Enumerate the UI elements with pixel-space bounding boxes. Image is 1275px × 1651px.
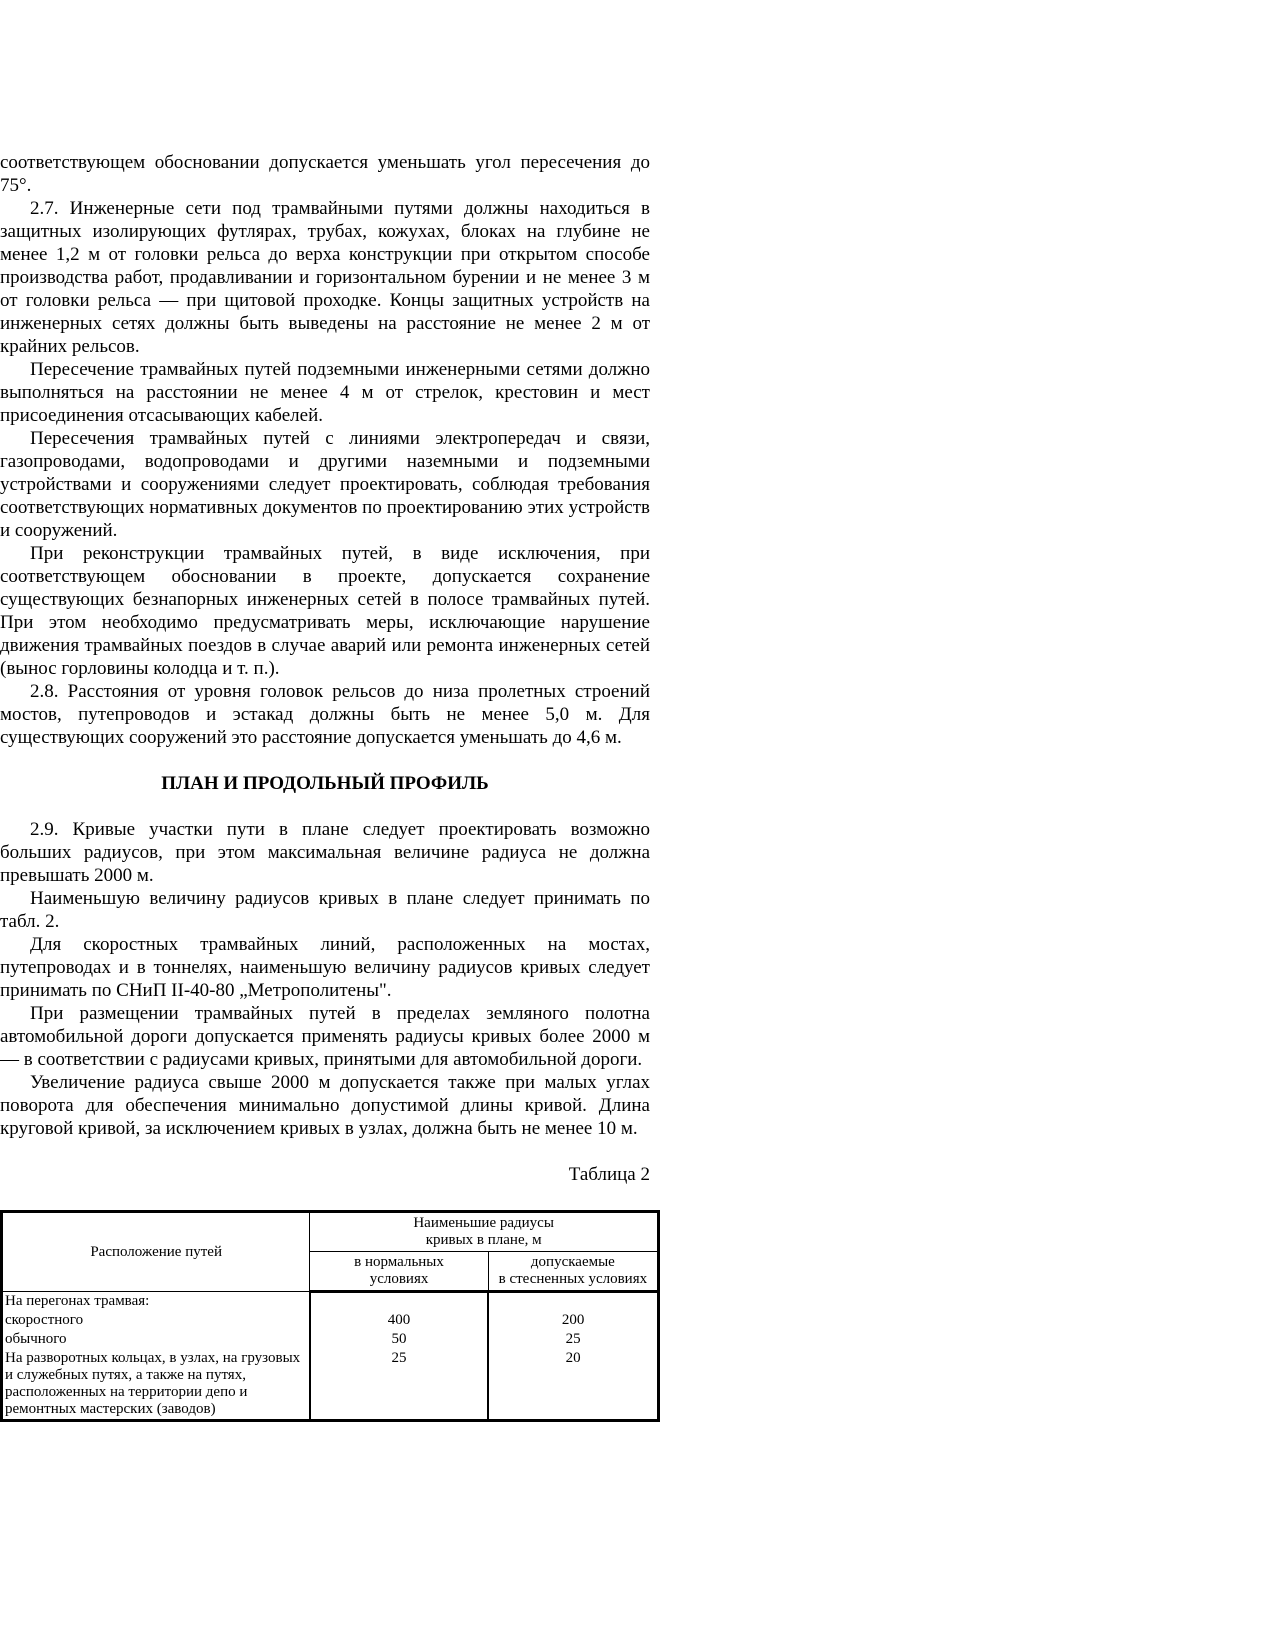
row-normal-radius: 400 bbox=[310, 1311, 488, 1330]
table-row bbox=[2, 1292, 659, 1312]
row-location: обычного bbox=[2, 1330, 310, 1349]
header-allowed bbox=[488, 1252, 658, 1292]
paragraph-2-7: 2.7. Инженерные сети под трамвайными путями должны находиться в защитных изолирующих футлярах, трубах, кожухах, блоках на глубине не менее 1,2 м от головки рельса до верха конструкции при открытом способе производства работ, продавливании и горизонтальном бурении и не менее 3 м от головки рельса — при щитовой проходке. Концы защитных устройств на инженерных сетях должны быть выведены на расстояние не менее 2 м от крайних рельсов. bbox=[0, 198, 650, 357]
section-heading: ПЛАН И ПРОДОЛЬНЫЙ ПРОФИЛЬ bbox=[161, 773, 489, 794]
radii-table bbox=[0, 1210, 660, 1422]
row-allowed-radius: 200 bbox=[488, 1311, 658, 1330]
paragraph-continuation: соответствующем обосновании допускается уменьшать угол пересечения до 75°. bbox=[0, 152, 650, 196]
group-label: На перегонах трамвая: bbox=[2, 1292, 310, 1312]
header-allowed-line1: допускаемые bbox=[530, 1254, 615, 1270]
document-column bbox=[0, 151, 650, 1422]
row-location: На разворотных кольцах, в узлах, на грузовых и служебных путях, а также на путях, расположенных на территории депо и ремонтных мастерских (заводов) bbox=[2, 1349, 310, 1421]
paragraph-crossing-power-lines: Пересечения трамвайных путей с линиями электропередач и связи, газопроводами, водопроводами и другими наземными и подземными устройствами и сооружениями следует проектировать, соблюдая требования соответствующих нормативных документов по проектированию этих устройств и сооружений. bbox=[0, 428, 650, 541]
row-normal-radius: 25 bbox=[310, 1349, 488, 1421]
paragraph-2-9: 2.9. Кривые участки пути в плане следует проектировать возможно больших радиусов, при этом максимальная величине радиуса не должна превышать 2000 м. bbox=[0, 819, 650, 886]
header-min-radii-line2: кривых в плане, м bbox=[425, 1232, 542, 1248]
table-row bbox=[2, 1311, 659, 1330]
paragraph-min-radius: Наименьшую величину радиусов кривых в плане следует принимать по табл. 2. bbox=[0, 888, 650, 932]
row-location: скоростного bbox=[2, 1311, 310, 1330]
paragraph-2-8: 2.8. Расстояния от уровня головок рельсов до низа пролетных строений мостов, путепроводов и эстакад должны быть не менее 5,0 м. Для существующих сооружений это расстояние допускается уменьшать до 4,6 м. bbox=[0, 681, 650, 748]
paragraph-radius-increase: Увеличение радиуса свыше 2000 м допускается также при малых углах поворота для обеспечения минимально допустимой длины кривой. Длина круговой кривой, за исключением кривых в узлах, должна быть не менее 10 м. bbox=[0, 1072, 650, 1139]
row-normal-radius: 50 bbox=[310, 1330, 488, 1349]
header-location: Расположение путей bbox=[2, 1212, 310, 1292]
table-row bbox=[2, 1330, 659, 1349]
header-allowed-line2: в стесненных условиях bbox=[498, 1271, 648, 1287]
row-allowed-radius: 20 bbox=[488, 1349, 658, 1421]
paragraph-crossing-underground: Пересечение трамвайных путей подземными инженерными сетями должно выполняться на расстоянии не менее 4 м от стрелок, крестовин и мест присоединения отсасывающих кабелей. bbox=[0, 359, 650, 426]
table-caption: Таблица 2 bbox=[568, 1164, 650, 1185]
paragraph-reconstruction: При реконструкции трамвайных путей, в виде исключения, при соответствующем обосновании в проекте, допускается сохранение существующих безнапорных инженерных сетей в полосе трамвайных путей. При этом необходимо предусматривать меры, исключающие нарушение движения трамвайных поездов в случае аварий или ремонта инженерных сетей (вынос горловины колодца и т. п.). bbox=[0, 543, 650, 679]
header-normal-line1: в нормальных bbox=[354, 1254, 444, 1270]
header-normal bbox=[310, 1252, 488, 1292]
header-min-radii bbox=[310, 1212, 659, 1252]
paragraph-high-speed: Для скоростных трамвайных линий, расположенных на мостах, путепроводах и в тоннелях, наименьшую величину радиусов кривых следует принимать по СНиП II-40-80 „Метрополитены". bbox=[0, 934, 650, 1001]
header-min-radii-line1: Наименьшие радиусы bbox=[413, 1215, 554, 1231]
paragraph-roadbed: При размещении трамвайных путей в пределах земляного полотна автомобильной дороги допускается применять радиусы кривых более 2000 м — в соответствии с радиусами кривых, принятыми для автомобильной дороги. bbox=[0, 1003, 650, 1070]
row-allowed-radius: 25 bbox=[488, 1330, 658, 1349]
table-row bbox=[2, 1349, 659, 1421]
header-normal-line2: условиях bbox=[369, 1271, 429, 1287]
